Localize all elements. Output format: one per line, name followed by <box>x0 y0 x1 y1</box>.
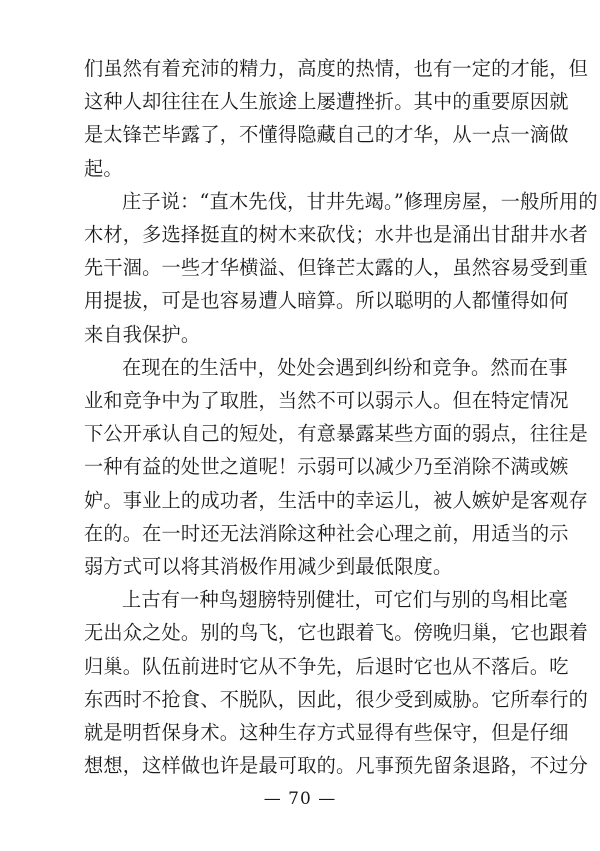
text-line: 在的。在一时还无法消除这种社会心理之前，用适当的示 <box>84 521 569 545</box>
text-line: 弱方式可以将其消极作用减少到最低限度。 <box>84 555 453 578</box>
text-line: 归巢。队伍前进时它从不争先，后退时它也从不落后。吃 <box>84 654 569 678</box>
text-line: 就是明哲保身术。这种生存方式显得有些保守，但是仔细 <box>84 721 569 744</box>
text-line: 下公开承认自己的短处，有意暴露某些方面的弱点，往往是 <box>84 422 589 446</box>
text-line: 木材，多选择挺直的树木来砍伐；水井也是涌出甘甜井水者 <box>84 223 589 246</box>
text-line: 起。 <box>84 156 123 180</box>
text-line: 一种有益的处世之道呢！示弱可以减少乃至消除不满或嫉 <box>84 455 569 479</box>
text-line: 们虽然有着充沛的精力，高度的热情，也有一定的才能，但 <box>84 57 589 80</box>
text-line: 妒。事业上的成功者，生活中的幸运儿，被人嫉妒是客观存 <box>84 488 589 512</box>
text-line: 业和竞争中为了取胜，当然不可以弱示人。但在特定情况 <box>84 389 569 412</box>
text-line: 想想，这样做也许是最可取的。凡事预先留条退路，不过分 <box>84 754 589 778</box>
text-line: 这种人却往往在人生旅途上屡遭挫折。其中的重要原因就 <box>84 90 569 114</box>
text-line: 是太锋芒毕露了，不懂得隐藏自己的才华，从一点一滴做 <box>84 123 569 147</box>
paragraph-first-line: 上古有一种鸟翅膀特别健壮，可它们与别的鸟相比毫 <box>122 588 568 612</box>
paragraph-first-line: 庄子说：“直木先伐，甘井先竭。”修理房屋，一般所用的 <box>122 189 598 213</box>
text-line: 无出众之处。别的鸟飞，它也跟着飞。傍晚归巢，它也跟着 <box>84 621 589 645</box>
paragraph-first-line: 在现在的生活中，处处会遇到纠纷和竞争。然而在事 <box>122 355 568 379</box>
page-number: — 70 — <box>263 789 337 810</box>
text-line: 东西时不抢食、不脱队，因此，很少受到威胁。它所奉行的 <box>84 687 589 711</box>
text-line: 先干涸。一些才华横溢、但锋芒太露的人，虽然容易受到重 <box>84 256 589 280</box>
text-line: 用提拔，可是也容易遭人暗算。所以聪明的人都懂得如何 <box>84 289 569 313</box>
text-line: 来自我保护。 <box>84 322 201 346</box>
